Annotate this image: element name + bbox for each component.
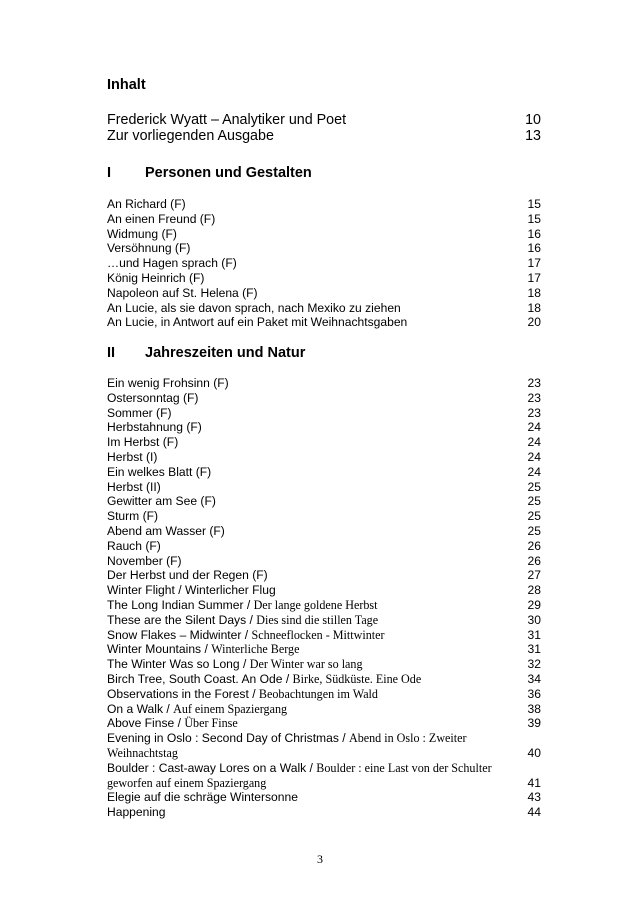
- entry-page: 23: [527, 376, 541, 390]
- entry-title-en: Snow Flakes – Midwinter /: [107, 627, 252, 642]
- entry-title-en: Winter Flight / Winterlicher Flug: [107, 583, 276, 598]
- entry-page: 16: [527, 226, 541, 241]
- entry-title: [107, 241, 190, 255]
- entry-title: [107, 613, 378, 627]
- toc-entry: [107, 256, 541, 271]
- entry-title: [107, 731, 507, 761]
- entry-title: [107, 256, 237, 270]
- toc-entry: [107, 376, 541, 391]
- entry-title-en: An einen Freund (F): [107, 211, 216, 226]
- entry-title: [107, 480, 161, 494]
- entry-title-en: Herbst (I): [107, 449, 158, 464]
- entry-page: 25: [527, 523, 541, 538]
- entry-page: 24: [527, 464, 541, 479]
- entry-title-de: Dies sind die stillen Tage: [256, 612, 379, 627]
- entry-page: 13: [525, 128, 541, 144]
- toc-entry: [107, 687, 541, 702]
- entry-title: [107, 212, 215, 226]
- entry-page: 23: [527, 390, 541, 405]
- entry-title-en: On a Walk /: [107, 701, 174, 716]
- entry-title-en: Herbst (II): [107, 479, 161, 494]
- toc-entry: [107, 420, 541, 435]
- entry-title: [107, 197, 186, 211]
- toc-entry: [107, 435, 541, 450]
- entry-page: 24: [527, 420, 541, 435]
- entry-page: 25: [527, 479, 541, 494]
- entry-title-en: Napoleon auf St. Helena (F): [107, 285, 258, 300]
- toc-entry: [107, 241, 541, 256]
- entry-title-en: Above Finse /: [107, 716, 185, 731]
- entry-title: [107, 465, 211, 479]
- entry-page: 16: [527, 241, 541, 256]
- toc-entry: [107, 554, 541, 569]
- entry-title-en: Boulder : Cast-away Lores on a Walk /: [107, 760, 317, 775]
- section-heading-1: [107, 165, 312, 181]
- entry-title-en: The Long Indian Summer /: [107, 597, 254, 612]
- entry-title: [107, 435, 178, 449]
- entry-title: [107, 391, 198, 405]
- toc-entry: [107, 568, 541, 583]
- entry-title-de: Schneeflocken - Mittwinter: [251, 627, 385, 642]
- toc-entry: [107, 657, 541, 672]
- entry-title: [107, 406, 172, 420]
- entry-page: 26: [527, 538, 541, 553]
- toc-entry: [107, 509, 541, 524]
- toc-entry: [107, 642, 541, 657]
- entry-title: [107, 524, 225, 538]
- entry-page: 36: [527, 686, 541, 701]
- toc-entry: [107, 761, 541, 791]
- entry-title: [107, 672, 421, 686]
- entry-title-de: Der lange goldene Herbst: [253, 597, 378, 612]
- toc-entry: [107, 128, 541, 144]
- entry-title: [107, 761, 507, 791]
- entry-title: [107, 628, 385, 642]
- entry-page: 17: [527, 256, 541, 271]
- entry-title: [107, 286, 258, 300]
- entry-title-en: …und Hagen sprach (F): [107, 256, 237, 271]
- entry-title: [107, 805, 166, 819]
- entry-title: [107, 227, 177, 241]
- entry-title-de: Birke, Südküste. Eine Ode: [292, 671, 422, 686]
- toc-entry: [107, 494, 541, 509]
- entry-title-en: An Lucie, in Antwort auf ein Paket mit Weihnachtsgaben: [107, 315, 408, 330]
- toc-entry: [107, 805, 541, 820]
- entry-title-en: Ein wenig Frohsinn (F): [107, 376, 229, 390]
- entry-title: Zur vorliegenden Ausgabe: [107, 128, 274, 144]
- section-heading-2: [107, 345, 305, 361]
- entry-page: 41: [527, 775, 541, 790]
- entry-page: 26: [527, 553, 541, 568]
- entry-title-en: Observations in the Forest /: [107, 686, 259, 701]
- toc-entry: [107, 406, 541, 421]
- entry-title: [107, 450, 157, 464]
- section-title: Personen und Gestalten: [145, 165, 312, 181]
- entry-title-de: Der Winter war so lang: [249, 657, 363, 672]
- entry-page: 10: [525, 112, 541, 128]
- entry-title-de: Boulder : eine Last von der Schulter geworfen auf einem Spaziergang: [107, 760, 492, 790]
- toc-entry: [107, 315, 541, 330]
- entry-title-en: Ein welkes Blatt (F): [107, 464, 212, 479]
- entry-title-en: Gewitter am See (F): [107, 494, 216, 509]
- entry-page: 29: [527, 597, 541, 612]
- toc-entry: [107, 227, 541, 242]
- toc-heading: Inhalt: [107, 77, 146, 93]
- toc-entry: [107, 212, 541, 227]
- section-number: I: [107, 165, 112, 181]
- entry-title-de: Beobachtungen im Wald: [258, 686, 378, 701]
- entry-title: [107, 687, 378, 701]
- toc-entry: [107, 450, 541, 465]
- entry-title: [107, 642, 299, 656]
- toc-entry: [107, 702, 541, 717]
- entry-page: 23: [527, 405, 541, 420]
- toc-entry: [107, 271, 541, 286]
- entry-page: 31: [527, 627, 541, 642]
- toc-entry: [107, 716, 541, 731]
- entry-title: [107, 790, 298, 804]
- intro-list: [107, 112, 541, 144]
- toc-entry: [107, 790, 541, 805]
- entry-title: [107, 494, 216, 508]
- entry-page: 17: [527, 270, 541, 285]
- entry-page: 31: [527, 642, 541, 657]
- entry-page: 15: [527, 211, 541, 226]
- entry-title: [107, 716, 238, 730]
- entry-page: 43: [527, 790, 541, 805]
- entry-title-de: Abend in Oslo : Zweiter Weihnachtstag: [107, 731, 467, 760]
- entry-title-en: Winter Mountains /: [107, 642, 212, 657]
- section-title: Jahreszeiten und Natur: [145, 345, 306, 361]
- entry-page: 38: [527, 701, 541, 716]
- entry-page: 18: [527, 300, 541, 315]
- entry-page: 28: [527, 583, 541, 598]
- entry-title: [107, 657, 363, 671]
- toc-entry: [107, 672, 541, 687]
- toc-entry: [107, 465, 541, 480]
- entry-title-en: Elegie auf die schräge Wintersonne: [107, 790, 298, 805]
- entry-page: 24: [527, 449, 541, 464]
- entry-title: [107, 509, 158, 523]
- entry-title-en: An Richard (F): [107, 197, 186, 211]
- entry-title-en: November (F): [107, 553, 182, 568]
- entry-title-de: Auf einem Spaziergang: [173, 701, 288, 716]
- entry-page: 27: [527, 568, 541, 583]
- toc-entry: [107, 598, 541, 613]
- entry-title-de: Über Finse: [184, 716, 238, 731]
- toc-entry: [107, 539, 541, 554]
- entry-title-en: Birch Tree, South Coast. An Ode /: [107, 671, 293, 686]
- entry-title: [107, 568, 268, 582]
- entry-page: 20: [527, 315, 541, 330]
- entry-title-en: Sommer (F): [107, 405, 172, 420]
- toc-entry: [107, 613, 541, 628]
- entry-page: 15: [527, 197, 541, 211]
- entry-title-en: The Winter Was so Long /: [107, 657, 250, 672]
- entry-title: [107, 271, 204, 285]
- entry-title-en: Sturm (F): [107, 509, 159, 524]
- toc-entry: [107, 112, 541, 128]
- toc-entry: [107, 480, 541, 495]
- entry-title: [107, 702, 287, 716]
- entry-title: Frederick Wyatt – Analytiker und Poet: [107, 112, 347, 128]
- entry-page: 18: [527, 285, 541, 300]
- entry-title-en: Happening: [107, 805, 166, 820]
- entry-page: 40: [527, 745, 541, 760]
- section-2-list: [107, 376, 541, 820]
- entry-title: [107, 539, 161, 553]
- entry-page: 44: [527, 805, 541, 820]
- toc-entry: [107, 301, 541, 316]
- entry-page: 24: [527, 435, 541, 450]
- entry-title: [107, 301, 401, 315]
- entry-title-en: These are the Silent Days /: [107, 612, 257, 627]
- entry-page: 25: [527, 494, 541, 509]
- entry-page: 32: [527, 657, 541, 672]
- entry-title-en: Der Herbst und der Regen (F): [107, 568, 268, 583]
- entry-title: [107, 554, 182, 568]
- toc-entry: [107, 628, 541, 643]
- entry-title-en: Ostersonntag (F): [107, 390, 199, 405]
- entry-title: [107, 420, 202, 434]
- toc-entry: [107, 731, 541, 761]
- entry-page: 25: [527, 509, 541, 524]
- entry-title-en: Im Herbst (F): [107, 435, 179, 450]
- entry-title-en: König Heinrich (F): [107, 270, 205, 285]
- entry-title: [107, 583, 276, 597]
- toc-entry: [107, 524, 541, 539]
- entry-title-en: Herbstahnung (F): [107, 420, 202, 435]
- page-number: 3: [317, 852, 323, 866]
- entry-title: [107, 598, 377, 612]
- entry-title-en: Versöhnung (F): [107, 241, 191, 256]
- entry-page: 30: [527, 612, 541, 627]
- section-number: II: [107, 345, 116, 361]
- entry-title-en: An Lucie, als sie davon sprach, nach Mexiko zu ziehen: [107, 300, 401, 315]
- toc-entry: [107, 583, 541, 598]
- toc-entry: [107, 286, 541, 301]
- entry-title-en: Evening in Oslo : Second Day of Christmas /: [107, 731, 349, 746]
- entry-page: 39: [527, 716, 541, 731]
- entry-page: 34: [527, 671, 541, 686]
- entry-title: [107, 376, 229, 390]
- entry-title-de: Winterliche Berge: [211, 642, 300, 657]
- entry-title: [107, 315, 407, 329]
- entry-title-en: Rauch (F): [107, 538, 161, 553]
- toc-entry: [107, 391, 541, 406]
- entry-title-en: Widmung (F): [107, 226, 177, 241]
- section-1-list: [107, 197, 541, 330]
- toc-entry: [107, 197, 541, 212]
- entry-title-en: Abend am Wasser (F): [107, 523, 225, 538]
